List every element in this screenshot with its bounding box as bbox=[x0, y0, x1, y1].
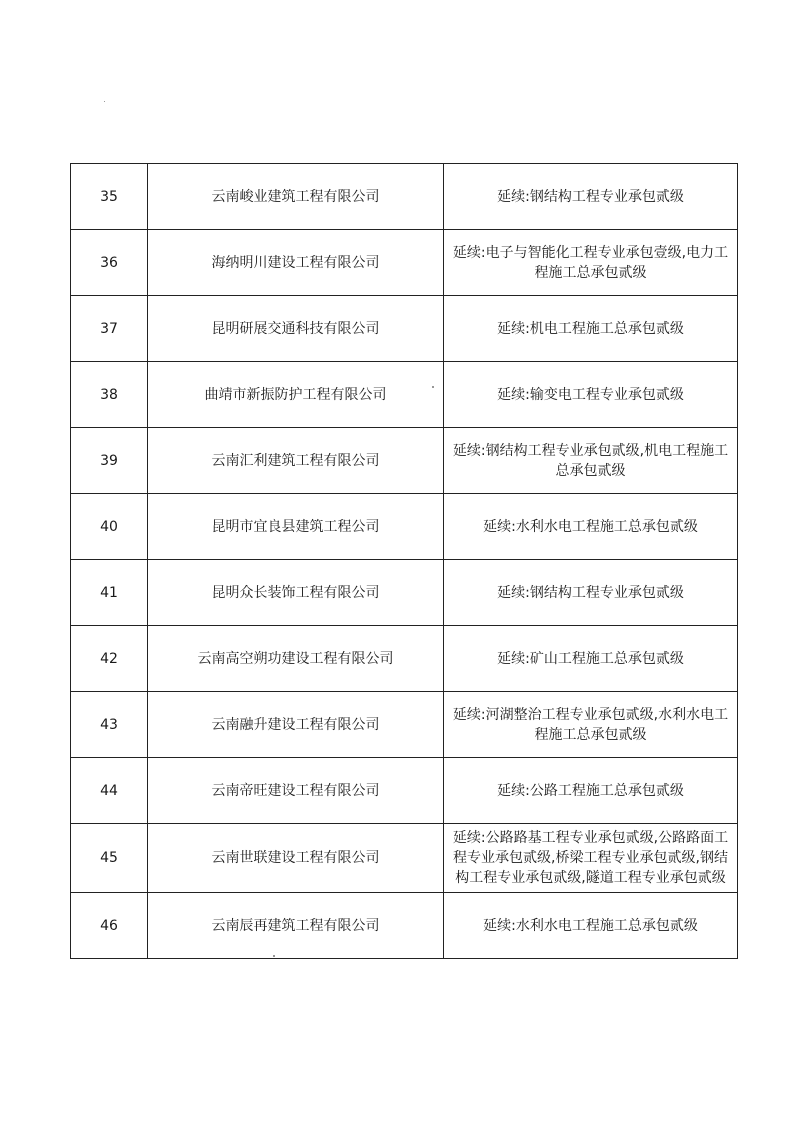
company-name: 昆明研展交通科技有限公司 bbox=[148, 296, 444, 362]
qualification: 延续:输变电工程专业承包贰级 bbox=[444, 362, 738, 428]
row-number: 41 bbox=[71, 560, 148, 626]
table-row bbox=[71, 362, 738, 428]
company-name: 云南帝旺建设工程有限公司 bbox=[148, 758, 444, 824]
row-number: 45 bbox=[71, 824, 148, 893]
company-name: 云南汇利建筑工程有限公司 bbox=[148, 428, 444, 494]
row-number: 38 bbox=[71, 362, 148, 428]
row-number: 43 bbox=[71, 692, 148, 758]
row-number: 36 bbox=[71, 230, 148, 296]
qualification: 延续:矿山工程施工总承包贰级 bbox=[444, 626, 738, 692]
qualification: 延续:公路工程施工总承包贰级 bbox=[444, 758, 738, 824]
scan-speck bbox=[273, 955, 275, 957]
row-number: 35 bbox=[71, 164, 148, 230]
company-name: 昆明众长装饰工程有限公司 bbox=[148, 560, 444, 626]
qualification: 延续:水利水电工程施工总承包贰级 bbox=[444, 494, 738, 560]
qualification: 延续:公路路基工程专业承包贰级,公路路面工程专业承包贰级,桥梁工程专业承包贰级,钢结构工程专业承包贰级,隧道工程专业承包贰级 bbox=[444, 824, 738, 893]
row-number: 42 bbox=[71, 626, 148, 692]
table-row bbox=[71, 758, 738, 824]
qualification: 延续:河湖整治工程专业承包贰级,水利水电工程施工总承包贰级 bbox=[444, 692, 738, 758]
qualification: 延续:水利水电工程施工总承包贰级 bbox=[444, 893, 738, 959]
company-name: 曲靖市新振防护工程有限公司 bbox=[148, 362, 444, 428]
qualification: 延续:钢结构工程专业承包贰级 bbox=[444, 560, 738, 626]
company-name: 昆明市宜良县建筑工程公司 bbox=[148, 494, 444, 560]
company-name: 海纳明川建设工程有限公司 bbox=[148, 230, 444, 296]
table-row bbox=[71, 428, 738, 494]
table-row bbox=[71, 893, 738, 959]
row-number: 40 bbox=[71, 494, 148, 560]
qualification: 延续:钢结构工程专业承包贰级,机电工程施工总承包贰级 bbox=[444, 428, 738, 494]
table-row bbox=[71, 692, 738, 758]
table-row bbox=[71, 824, 738, 893]
table-row bbox=[71, 164, 738, 230]
table-row bbox=[71, 230, 738, 296]
table-row bbox=[71, 494, 738, 560]
company-name: 云南辰再建筑工程有限公司 bbox=[148, 893, 444, 959]
qualification-table bbox=[70, 163, 738, 959]
row-number: 37 bbox=[71, 296, 148, 362]
row-number: 39 bbox=[71, 428, 148, 494]
row-number: 46 bbox=[71, 893, 148, 959]
company-name: 云南世联建设工程有限公司 bbox=[148, 824, 444, 893]
qualification: 延续:机电工程施工总承包贰级 bbox=[444, 296, 738, 362]
scan-speck bbox=[432, 386, 434, 388]
company-name: 云南融升建设工程有限公司 bbox=[148, 692, 444, 758]
scan-speck bbox=[104, 101, 105, 102]
qualification: 延续:电子与智能化工程专业承包壹级,电力工程施工总承包贰级 bbox=[444, 230, 738, 296]
company-name: 云南峻业建筑工程有限公司 bbox=[148, 164, 444, 230]
table-row bbox=[71, 626, 738, 692]
company-name: 云南高空朔功建设工程有限公司 bbox=[148, 626, 444, 692]
table-row bbox=[71, 560, 738, 626]
row-number: 44 bbox=[71, 758, 148, 824]
qualification: 延续:钢结构工程专业承包贰级 bbox=[444, 164, 738, 230]
table-row bbox=[71, 296, 738, 362]
